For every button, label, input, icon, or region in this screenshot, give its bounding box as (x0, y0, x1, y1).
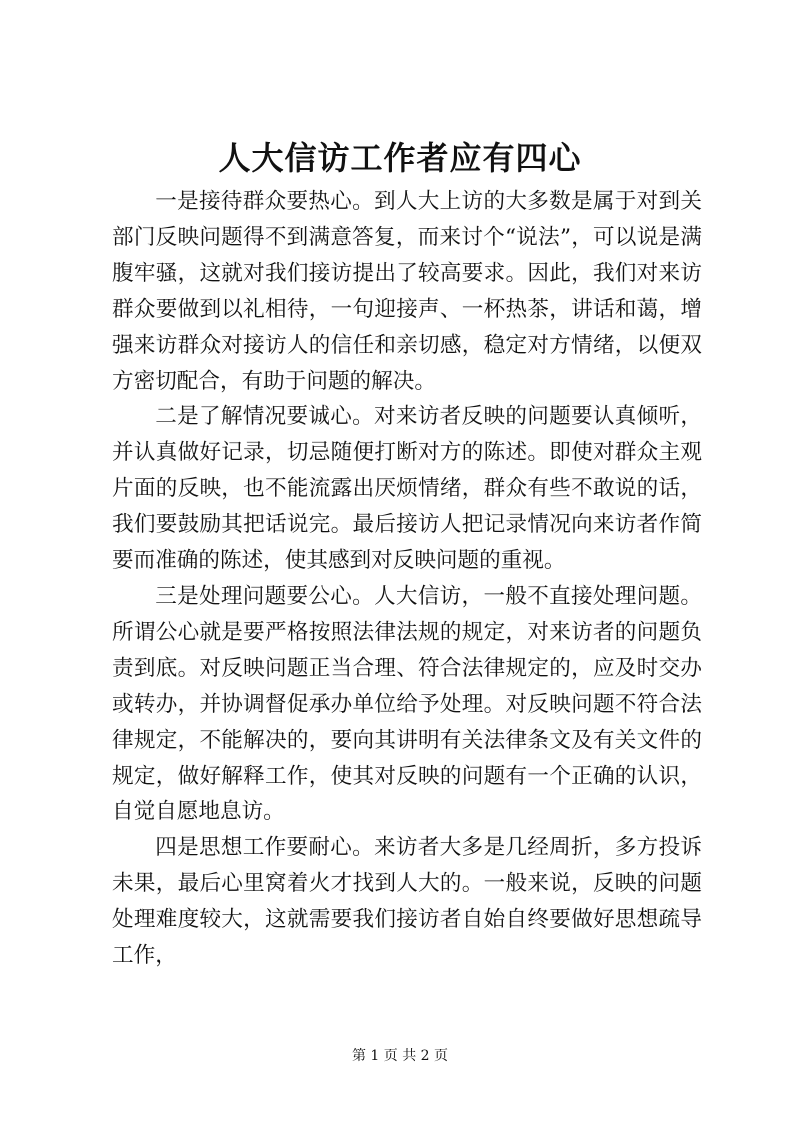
page-footer: 第 1 页 共 2 页 (351, 1048, 449, 1064)
paragraph-1: 一是接待群众要热心。到人大上访的大多数是属于对到关部门反映问题得不到满意答复，而来讨个“说法”，可以说是满腹牢骚，这就对我们接访提出了较高要求。因此，我们对来访群众要做到以礼相待，一句迎接声、一杯热茶，讲话和蔼，增强来访群众对接访人的信任和亲切感，稳定对方情绪，以便双方密切配合，有助于问题的解决。 (112, 189, 702, 394)
document-title: 人大信访工作者应有四心 (218, 139, 582, 177)
paragraph-2: 二是了解情况要诚心。对来访者反映的问题要认真倾听，并认真做好记录，切忌随便打断对方的陈述。即使对群众主观片面的反映，也不能流露出厌烦情绪，群众有些不敢说的话，我们要鼓励其把话说完。最后接访人把记录情况向来访者作简要而准确的陈述，使其感到对反映问题的重视。 (112, 404, 702, 574)
document-body (112, 184, 702, 974)
paragraph-3: 三是处理问题要公心。人大信访，一般不直接处理问题。所谓公心就是要严格按照法律法规的规定，对来访者的问题负责到底。对反映问题正当合理、符合法律规定的，应及时交办或转办，并协调督促承办单位给予处理。对反映问题不符合法律规定，不能解决的，要向其讲明有关法律条文及有关文件的规定，做好解释工作，使其对反映的问题有一个正确的认识，自觉自愿地息访。 (112, 583, 702, 825)
paragraph-4: 四是思想工作要耐心。来访者大多是几经周折，多方投诉未果，最后心里窝着火才找到人大的。一般来说，反映的问题处理难度较大，这就需要我们接访者自始自终要做好思想疏导工作， (112, 835, 702, 969)
